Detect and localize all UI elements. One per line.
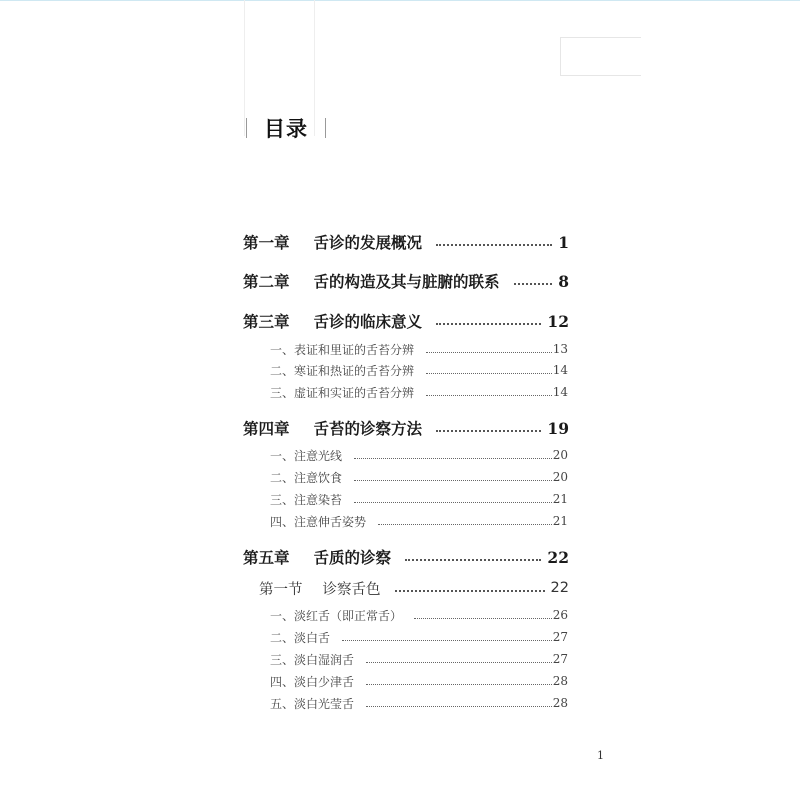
toc-entry-chapter[interactable] [243, 418, 569, 438]
entry-label: 一、注意光线 [270, 448, 343, 463]
entry-label: 舌的构造及其与脏腑的联系 [313, 272, 500, 291]
toc-entry-sub[interactable] [270, 445, 568, 465]
dot-leader [426, 395, 552, 396]
entry-number: 第一节 [259, 581, 303, 598]
top-border [0, 0, 800, 1]
entry-label: 舌质的诊察 [313, 548, 392, 567]
dot-leader [395, 590, 545, 592]
toc-entry-section[interactable] [259, 578, 569, 598]
entry-label: 一、表证和里证的舌苔分辨 [270, 342, 415, 357]
dot-leader [426, 373, 552, 374]
entry-number: 第三章 [243, 312, 290, 331]
page-number: 1 [597, 749, 604, 762]
toc-entry-sub[interactable] [270, 649, 568, 669]
entry-page: 21 [552, 514, 568, 528]
entry-number: 第二章 [243, 272, 290, 291]
dot-leader [366, 684, 552, 685]
entry-page: 8 [558, 271, 569, 291]
dot-leader [426, 352, 552, 353]
dot-leader [354, 458, 552, 459]
margin-line-left [244, 0, 245, 136]
entry-page: 26 [552, 608, 568, 622]
toc-entry-sub[interactable] [270, 511, 568, 531]
entry-label: 一、淡红舌（即正常舌） [270, 608, 403, 623]
dot-leader [405, 559, 541, 561]
entry-label: 舌诊的发展概况 [313, 233, 423, 252]
entry-page: 21 [552, 492, 568, 506]
toc-entry-sub[interactable] [270, 693, 568, 713]
dot-leader [342, 640, 552, 641]
dot-leader [354, 480, 552, 481]
dot-leader [378, 524, 552, 525]
dot-leader [354, 502, 552, 503]
toc-entry-chapter[interactable] [243, 271, 569, 291]
entry-page: 19 [547, 418, 569, 438]
entry-page: 14 [552, 385, 568, 399]
title-bar-right [325, 118, 326, 138]
entry-page: 13 [552, 342, 568, 356]
entry-label: 三、虚证和实证的舌苔分辨 [270, 385, 415, 400]
entry-page: 28 [552, 696, 568, 710]
toc-entry-sub[interactable] [270, 605, 568, 625]
dot-leader [366, 662, 552, 663]
entry-page: 20 [552, 470, 568, 484]
toc-entry-sub[interactable] [270, 627, 568, 647]
toc-title-text: 目录 [264, 116, 308, 141]
entry-page: 22 [550, 580, 569, 596]
entry-label: 三、淡白湿润舌 [270, 652, 355, 667]
entry-label: 舌苔的诊察方法 [313, 419, 423, 438]
toc-entry-chapter[interactable] [243, 232, 569, 252]
dot-leader [366, 706, 552, 707]
dot-leader [436, 244, 552, 246]
toc-entry-sub[interactable] [270, 339, 568, 359]
entry-page: 20 [552, 448, 568, 462]
dot-leader [514, 283, 553, 285]
toc-entry-sub[interactable] [270, 489, 568, 509]
toc-entry-chapter[interactable] [243, 311, 569, 331]
entry-page: 14 [552, 363, 568, 377]
entry-label: 二、淡白舌 [270, 630, 331, 645]
entry-page: 22 [547, 547, 569, 567]
header-box [560, 37, 641, 76]
entry-page: 12 [547, 311, 569, 331]
dot-leader [436, 430, 541, 432]
toc-entry-sub[interactable] [270, 671, 568, 691]
entry-label: 三、注意染苔 [270, 492, 343, 507]
toc-entry-chapter[interactable] [243, 547, 569, 567]
entry-number: 第一章 [243, 233, 290, 252]
entry-label: 五、淡白光莹舌 [270, 696, 355, 711]
entry-page: 27 [552, 652, 568, 666]
entry-label: 四、注意伸舌姿势 [270, 514, 367, 529]
entry-number: 第五章 [243, 548, 290, 567]
toc-entry-sub[interactable] [270, 360, 568, 380]
entry-page: 28 [552, 674, 568, 688]
title-bar-left [246, 118, 247, 138]
toc-entry-sub[interactable] [270, 467, 568, 487]
toc-title [246, 116, 326, 140]
entry-number: 第四章 [243, 419, 290, 438]
entry-page: 1 [558, 232, 569, 252]
entry-label: 四、淡白少津舌 [270, 674, 355, 689]
dot-leader [414, 618, 552, 619]
entry-label: 舌诊的临床意义 [313, 312, 423, 331]
dot-leader [436, 323, 541, 325]
entry-label: 诊察舌色 [322, 581, 381, 598]
entry-label: 二、寒证和热证的舌苔分辨 [270, 363, 415, 378]
entry-label: 二、注意饮食 [270, 470, 343, 485]
entry-page: 27 [552, 630, 568, 644]
toc-entry-sub[interactable] [270, 382, 568, 402]
